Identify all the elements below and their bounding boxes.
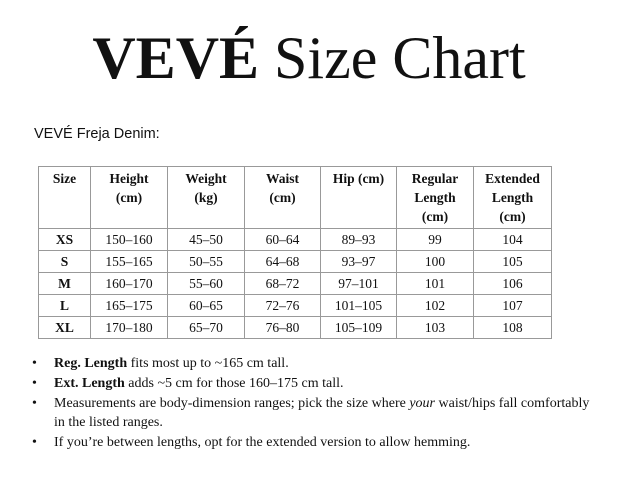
page-title	[0, 22, 618, 94]
table-cell: 89–93	[321, 229, 397, 251]
table-cell: 108	[474, 317, 552, 339]
header-cell: Extended Length (cm)	[474, 167, 552, 229]
table-cell: 68–72	[245, 273, 321, 295]
size-table	[38, 166, 552, 339]
table-row	[39, 273, 552, 295]
size-cell: XL	[39, 317, 91, 339]
note-item: • Reg. Length fits most up to ~165 cm tall.	[32, 354, 602, 373]
table-cell: 104	[474, 229, 552, 251]
product-subtitle: VEVÉ Freja Denim:	[34, 126, 160, 142]
size-cell: L	[39, 295, 91, 317]
header-cell: Weight (kg)	[168, 167, 245, 229]
table-row	[39, 229, 552, 251]
table-cell: 76–80	[245, 317, 321, 339]
size-cell: S	[39, 251, 91, 273]
brand-name: VEVÉ	[92, 25, 260, 91]
table-cell: 106	[474, 273, 552, 295]
table-cell: 93–97	[321, 251, 397, 273]
table-cell: 105	[474, 251, 552, 273]
table-row	[39, 295, 552, 317]
note-term: Reg. Length	[54, 356, 128, 371]
title-text: Size Chart	[274, 25, 526, 91]
size-cell: M	[39, 273, 91, 295]
table-cell: 103	[397, 317, 474, 339]
table-cell: 65–70	[168, 317, 245, 339]
table-cell: 155–165	[91, 251, 168, 273]
table-cell: 105–109	[321, 317, 397, 339]
notes-list	[32, 354, 602, 453]
header-cell: Waist (cm)	[245, 167, 321, 229]
note-item: • Ext. Length adds ~5 cm for those 160–175 cm tall.	[32, 374, 602, 393]
table-cell: 150–160	[91, 229, 168, 251]
size-cell: XS	[39, 229, 91, 251]
table-cell: 55–60	[168, 273, 245, 295]
table-cell: 160–170	[91, 273, 168, 295]
table-cell: 64–68	[245, 251, 321, 273]
table-cell: 101–105	[321, 295, 397, 317]
table-cell: 170–180	[91, 317, 168, 339]
header-cell: Size	[39, 167, 91, 229]
note-item: • If you’re between lengths, opt for the extended version to allow hemming.	[32, 433, 602, 452]
table-cell: 50–55	[168, 251, 245, 273]
note-item: • Measurements are body-dimension ranges; pick the size where your waist/hips fall comfortably in the listed ranges.	[32, 394, 602, 432]
table-row	[39, 251, 552, 273]
table-cell: 97–101	[321, 273, 397, 295]
table-header-row	[39, 167, 552, 229]
table-cell: 45–50	[168, 229, 245, 251]
table-cell: 107	[474, 295, 552, 317]
note-term: Ext. Length	[54, 376, 125, 391]
note-emphasis: your	[409, 396, 435, 411]
table-row	[39, 317, 552, 339]
table-cell: 72–76	[245, 295, 321, 317]
table-cell: 60–64	[245, 229, 321, 251]
table-cell: 165–175	[91, 295, 168, 317]
table-cell: 101	[397, 273, 474, 295]
table-cell: 99	[397, 229, 474, 251]
table-cell: 100	[397, 251, 474, 273]
table-cell: 102	[397, 295, 474, 317]
table-cell: 60–65	[168, 295, 245, 317]
header-cell: Height (cm)	[91, 167, 168, 229]
header-cell: Hip (cm)	[321, 167, 397, 229]
header-cell: Regular Length (cm)	[397, 167, 474, 229]
